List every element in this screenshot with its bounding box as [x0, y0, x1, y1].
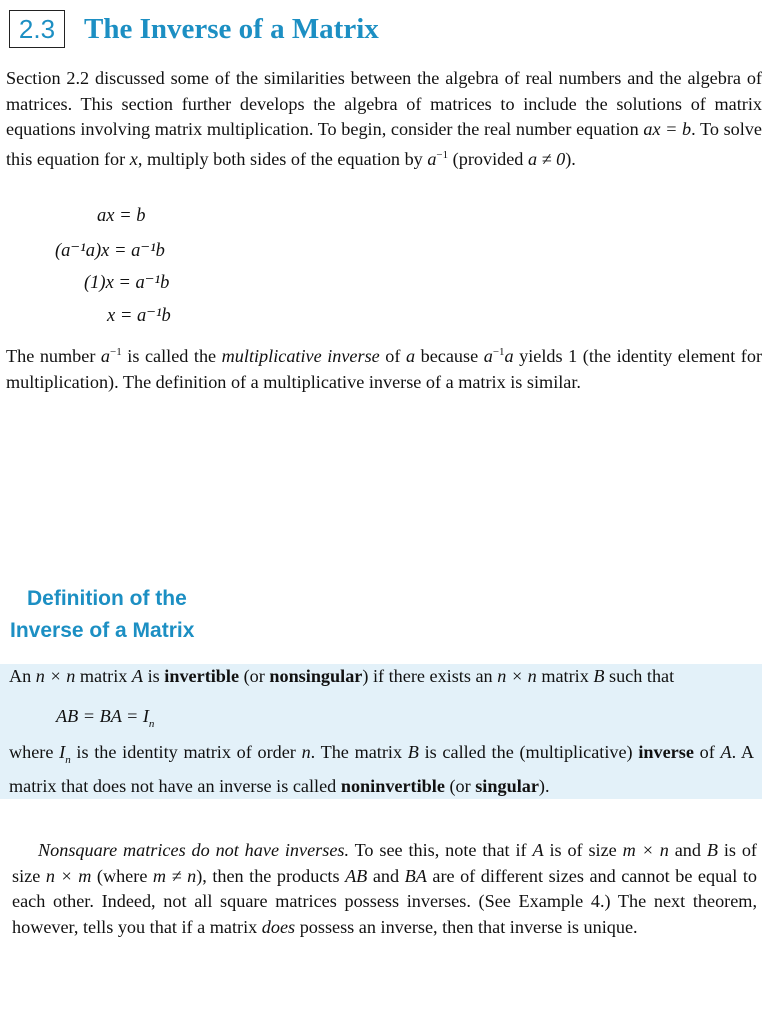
section-number: 2.3 [18, 13, 56, 44]
product-AB: AB [345, 865, 368, 886]
definition-equation [56, 704, 154, 738]
def-text: matrix [536, 666, 594, 686]
paragraph-text: of [379, 346, 406, 366]
paragraph-text: (where [91, 865, 153, 886]
def-text: ) if there exists an [362, 666, 498, 686]
variable-a: a [504, 346, 514, 366]
section-title: The Inverse of a Matrix [84, 13, 379, 45]
paragraph-text: yields 1 (the identity element for multiplication). The definition of a multiplicative inverse of a matrix is similar. [6, 346, 763, 392]
superscript: −1 [492, 346, 505, 358]
def-text: is the identity matrix of order [70, 742, 302, 762]
size-expr: m × n [622, 840, 669, 860]
size-expr: n × n [497, 666, 537, 686]
closing-paragraph [12, 838, 757, 940]
def-text: matrix [75, 666, 132, 686]
term-nonsingular: nonsingular [269, 666, 363, 686]
def-text: . A matrix that does not have an inverse is called [9, 742, 754, 796]
variable-a: a [100, 346, 111, 366]
inline-equation: ax = b [643, 119, 692, 139]
paragraph-text: The number [6, 346, 101, 366]
equation-line: (1)x = a⁻¹b [84, 273, 170, 293]
def-text: where [9, 742, 60, 762]
matrix-B: B [593, 666, 605, 686]
lead-sentence: Nonsquare matrices do not have inverses. [38, 840, 350, 860]
paragraph-text: To see this, note that if [349, 840, 533, 860]
paragraph-text: possess an inverse, then that inverse is unique. [295, 916, 638, 937]
intro-text: Section 2.2 discussed some of the similarities between the algebra of real numbers and the algebra of matrices. This section further develops the algebra of matrices to include the solutions of matrix equations involving matrix multiplication. To begin, consider the real number equation [6, 68, 762, 139]
paragraph-text: ), then the products [196, 865, 346, 886]
matrix-B: B [706, 840, 718, 860]
def-text: (or [239, 666, 270, 686]
paragraph-text: because [415, 346, 484, 366]
definition-line-3 [9, 740, 754, 799]
paragraph-text: is called the [121, 346, 222, 366]
term-inverse: inverse [638, 742, 694, 762]
equation-line: (a⁻¹a)x = a⁻¹b [55, 241, 165, 261]
term-noninvertible: noninvertible [340, 775, 445, 796]
paragraph-text: is of size [543, 840, 623, 860]
paragraph-text: are of different sizes and cannot be equal to each other. Indeed, not all square matrices possess inverses. (See Example 4.) The next theorem, however, tells you that if a matrix [12, 865, 757, 937]
variable-a: a [427, 148, 437, 169]
intro-text: , multiply both sides of the equation by [137, 148, 428, 169]
paragraph-text: and [668, 840, 707, 860]
intro-text: ). [565, 148, 576, 169]
section-number-box [9, 10, 65, 48]
def-text: ). [538, 775, 550, 796]
def-text: An [9, 666, 36, 686]
definition-heading [10, 583, 194, 647]
superscript: −1 [436, 148, 449, 161]
product-BA: BA [404, 865, 427, 886]
condition: m ≠ n [152, 865, 197, 886]
matrix-A: A [720, 742, 732, 762]
variable-n: n [301, 742, 311, 762]
term-singular: singular [475, 775, 539, 796]
def-text: is called the (multiplicative) [418, 742, 639, 762]
matrix-B: B [407, 742, 419, 762]
def-text: of [693, 742, 721, 762]
def-text: such that [604, 666, 675, 686]
definition-heading-line: Definition of the [27, 587, 187, 610]
superscript: −1 [110, 346, 122, 358]
term-multiplicative-inverse: multiplicative inverse [221, 346, 380, 366]
matrix-A: A [131, 666, 144, 686]
equation-main: AB = BA = I [56, 706, 149, 726]
emphasis-does: does [261, 916, 296, 937]
size-expr: n × m [45, 865, 92, 886]
variable-a: a [483, 346, 493, 366]
def-text: (or [444, 775, 476, 796]
paragraph-text: is of size [12, 840, 757, 886]
variable-a: a [405, 346, 416, 366]
term-invertible: invertible [164, 666, 240, 686]
size-expr: n × n [35, 666, 76, 686]
identity-I: I [59, 742, 66, 762]
def-text: . The matrix [310, 742, 408, 762]
intro-text: (provided [448, 148, 528, 169]
matrix-A: A [532, 840, 544, 860]
subscript: n [65, 754, 71, 766]
paragraph-text: and [367, 865, 405, 886]
condition: a ≠ 0 [527, 148, 566, 169]
definition-heading-line: Inverse of a Matrix [10, 619, 195, 642]
intro-paragraph [6, 66, 762, 172]
equation-line: ax = b [97, 206, 146, 226]
variable-x: x [129, 148, 138, 169]
subscript: n [148, 718, 155, 730]
definition-line-1 [9, 664, 674, 690]
intro-text: . To solve this equation for [6, 119, 762, 169]
def-text: is [143, 666, 165, 686]
equation-line: x = a⁻¹b [107, 306, 171, 326]
inverse-paragraph [6, 340, 762, 395]
